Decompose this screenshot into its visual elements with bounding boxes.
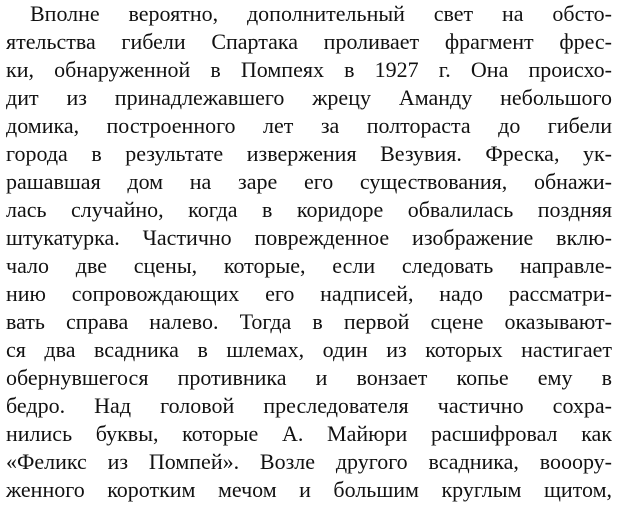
text-line: домика, построенного лет за полтораста до гибели [6,113,612,138]
text-line: чало две сцены, которые, если следовать направле- [6,253,612,278]
text-line: «Феликс из Помпей». Возле другого всадника, вооору- [6,449,612,474]
text-line: Вполне вероятно, дополнительный свет на обсто- [30,1,612,26]
text-line: лась случайно, когда в коридоре обвалилась поздняя [6,197,612,222]
text-line: вать справа налево. Тогда в первой сцене оказывают- [6,309,612,334]
text-line: обернувшегося противника и вонзает копье ему в [6,365,612,390]
text-line: ся два всадника в шлемах, один из которых настигает [6,337,612,362]
text-line: нию сопровождающих его надписей, надо рассматри- [6,281,612,306]
text-line: дит из принадлежавшего жрецу Аманду небольшого [6,85,612,110]
text-line: женного коротким мечом и большим круглым щитом, [6,477,612,502]
text-line: бедро. Над головой преследователя частично сохра- [6,393,612,418]
document-page [6,0,612,518]
text-line: ки, обнаруженной в Помпеях в 1927 г. Она происхо- [6,57,612,82]
text-line: города в результате извержения Везувия. Фреска, ук- [6,141,612,166]
text-line: штукатурка. Частично поврежденное изображение вклю- [6,225,612,250]
text-line: рашавшая дом на заре его существования, обнажи- [6,169,612,194]
text-line: нились буквы, которые А. Майюри расшифровал как [6,421,612,446]
text-line: ятельства гибели Спартака проливает фрагмент фрес- [6,29,612,54]
